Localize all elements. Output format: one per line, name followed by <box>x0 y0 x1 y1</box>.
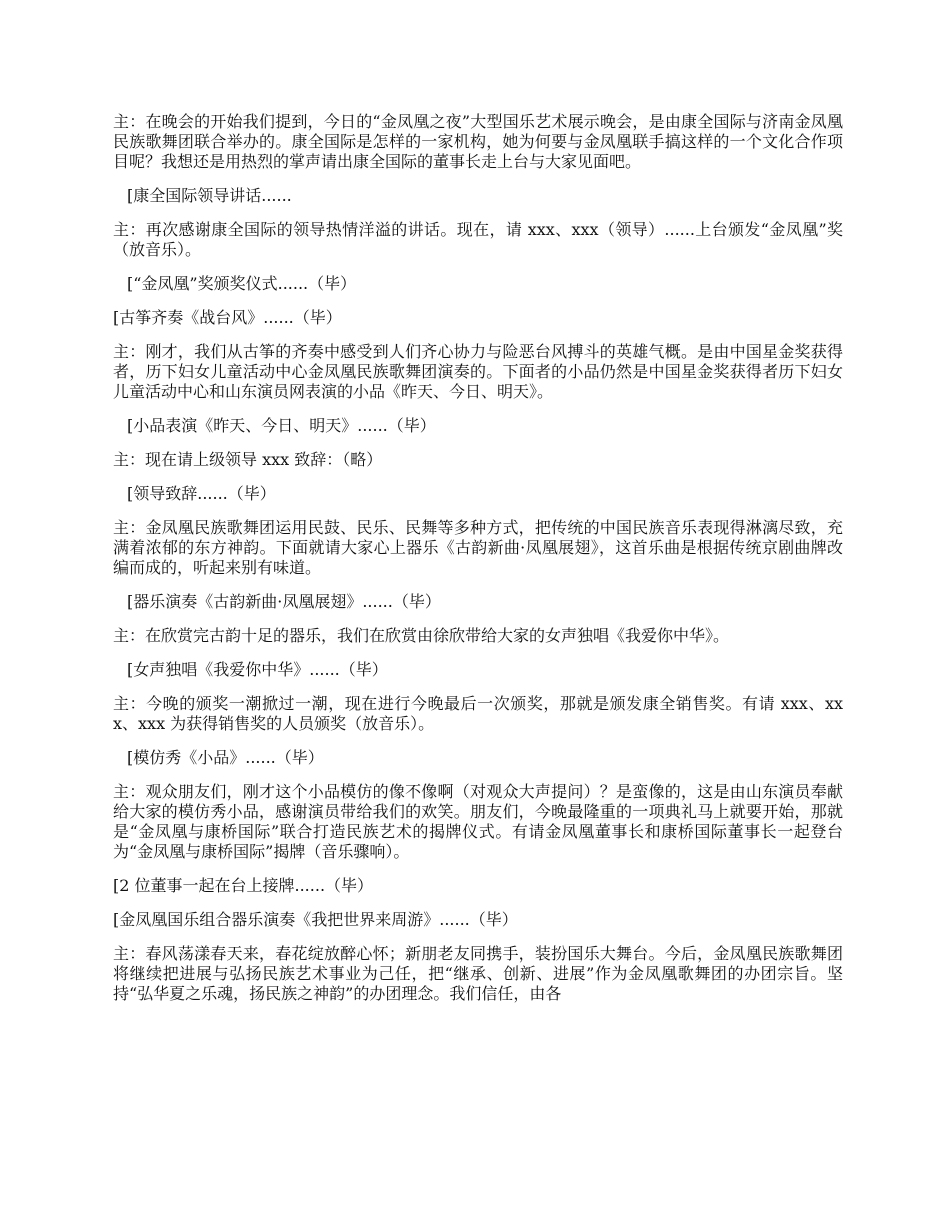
paragraph: [金凤凰国乐组合器乐演奏《我把世界来周游》......（毕） <box>113 910 518 929</box>
paragraph: 主：在晚会的开始我们提到，今日的“金凤凰之夜”大型国乐艺术展示晚会，是由康全国际与济南金凤凰民族歌舞团联合举办的。康全国际是怎样的一家机构，她为何要与金凤凰联手搞这样的一个文化合作项目呢？我想还是用热烈的掌声请出康全国际的董事长走上台与大家见面吧。 <box>113 112 843 171</box>
paragraph: 主：现在请上级领导 xxx 致辞：（略） <box>113 450 383 469</box>
paragraph: 主：刚才，我们从古筝的齐奏中感受到人们齐心协力与险恶台风搏斗的英雄气概。是由中国星金奖获得者，历下妇女儿童活动中心金凤凰民族歌舞团演奏的。下面者的小品仍然是中国星金奖获得者历下妇女儿童活动中心和山东演员网表演的小品《昨天、今日、明天》。 <box>113 342 843 401</box>
paragraph: [“金凤凰”奖颁奖仪式......（毕） <box>127 274 357 293</box>
paragraph: [领导致辞......（毕） <box>127 484 276 503</box>
paragraph: 主：观众朋友们，刚才这个小品模仿的像不像啊（对观众大声提问）？是蛮像的，这是由山东演员奉献给大家的模仿秀小品，感谢演员带给我们的欢笑。朋友们，今晚最隆重的一项典礼马上就要开始，那就是“金凤凰与康桥国际”联合打造民族艺术的揭牌仪式。有请金凤凰董事长和康桥国际董事长一起登台为“金凤凰与康桥国际”揭牌（音乐骤响）。 <box>113 782 843 861</box>
paragraph: [女声独唱《我爱你中华》......（毕） <box>127 660 388 679</box>
paragraph: 主：今晚的颁奖一潮掀过一潮，现在进行今晚最后一次颁奖，那就是颁发康全销售奖。有请 xxx、xxx、xxx 为获得销售奖的人员颁奖（放音乐）。 <box>113 694 843 733</box>
paragraph: 主：在欣赏完古韵十足的器乐，我们在欣赏由徐欣带给大家的女声独唱《我爱你中华》。 <box>113 626 730 645</box>
paragraph: [模仿秀《小品》......（毕） <box>127 748 324 767</box>
document-page <box>113 112 843 1018</box>
paragraph: [康全国际领导讲话...... <box>127 186 292 205</box>
paragraph: 主：春风荡漾春天来，春花绽放醉心怀；新朋老友同携手，装扮国乐大舞台。今后，金凤凰民族歌舞团将继续把进展与弘扬民族艺术事业为己任，把“继承、创新、进展”作为金凤凰歌舞团的办团宗旨。坚持“弘华夏之乐魂，扬民族之神韵”的办团理念。我们信任，由各 <box>113 944 843 1003</box>
paragraph: [2 位董事一起在台上接牌......（毕） <box>113 876 374 895</box>
paragraph: 主：金凤凰民族歌舞团运用民鼓、民乐、民舞等多种方式，把传统的中国民族音乐表现得淋漓尽致，充满着浓郁的东方神韵。下面就请大家心上器乐《古韵新曲·凤凰展翅》，这首乐曲是根据传统京剧曲牌改编而成的，听起来别有味道。 <box>113 518 843 577</box>
paragraph: [古筝齐奏《战台风》......（毕） <box>113 308 342 327</box>
paragraph: [小品表演《昨天、今日、明天》......（毕） <box>127 416 436 435</box>
paragraph: [器乐演奏《古韵新曲·凤凰展翅》......（毕） <box>127 592 441 611</box>
paragraph: 主：再次感谢康全国际的领导热情洋溢的讲话。现在，请 xxx、xxx（领导）......上台颁发“金凤凰”奖（放音乐）。 <box>113 220 843 259</box>
